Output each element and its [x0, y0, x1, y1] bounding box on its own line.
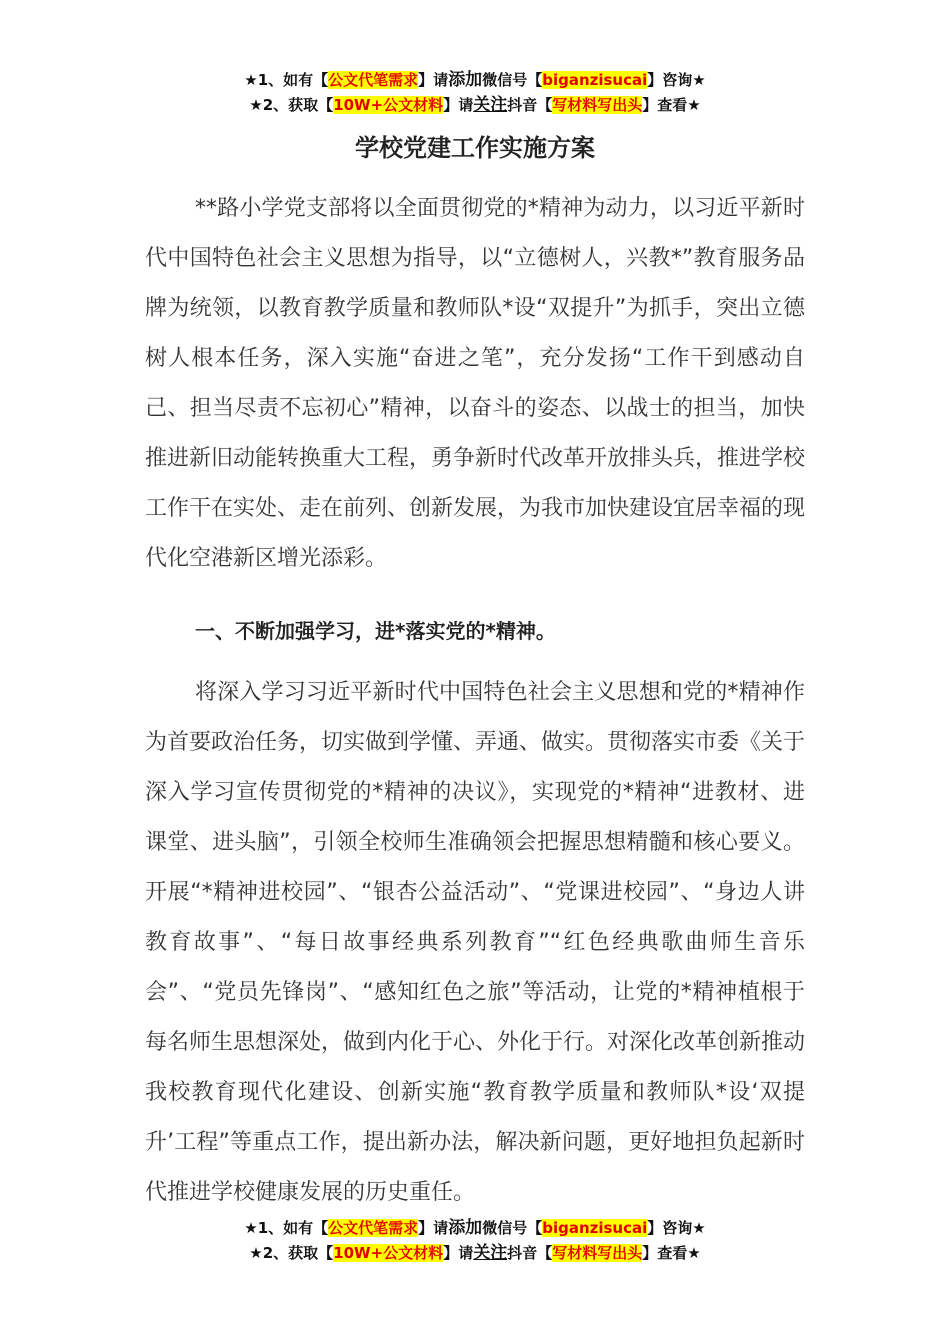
footer-banner: [0, 1216, 950, 1266]
highlight-service: 公文代笔需求: [328, 71, 419, 89]
section-1-paragraph: 将深入学习习近平新时代中国特色社会主义思想和党的*精神作为首要政治任务，切实做到学懂、弄通、做实。贯彻落实市委《关于深入学习宣传贯彻党的*精神的决议》，实现党的*精神“进教材、进课堂、进头脑”，引领全校师生准确领会把握思想精髓和核心要义。开展“*精神进校园”、“银杏公益活动”、“党课进校园”、“身边人讲教育故事”、“每日故事经典系列教育”“红色经典歌曲师生音乐会”、“党员先锋岗”、“感知红色之旅”等活动，让党的*精神植根于每名师生思想深处，做到内化于心、外化于行。对深化改革创新推动我校教育现代化建设、创新实施“教育教学质量和教师队*设‘双提升’工程”等重点工作，提出新办法，解决新问题，更好地担负起新时代推进学校健康发展的历史重任。: [145, 680, 806, 1205]
header-banner: [0, 68, 950, 118]
footer-line-1: ★1、如有【公文代笔需求】请添加微信号【biganzisucai】咨询★: [244, 1218, 706, 1238]
document-title: 学校党建工作实施方案: [355, 134, 595, 162]
banner-line-1: ★1、如有【公文代笔需求】请添加微信号【biganzisucai】咨询★: [244, 70, 706, 90]
highlight-materials: 10W+公文材料: [333, 96, 444, 114]
document-body: [145, 184, 805, 1218]
section-1-heading: 一、不断加强学习，进*落实党的*精神。: [195, 619, 556, 643]
highlight-douyin: 写材料写出头: [552, 96, 643, 114]
footer-line-2: ★2、获取【10W+公文材料】请关注抖音【写材料写出头】查看★: [249, 1243, 701, 1263]
highlight-wechat-id: biganzisucai: [542, 71, 648, 89]
banner-line-2: ★2、获取【10W+公文材料】请关注抖音【写材料写出头】查看★: [249, 95, 701, 115]
intro-paragraph: **路小学党支部将以全面贯彻党的*精神为动力，以习近平新时代中国特色社会主义思想为指导，以“立德树人，兴教*”教育服务品牌为统领，以教育教学质量和教师队*设“双提升”为抓手，突出立德树人根本任务，深入实施“奋进之笔”，充分发扬“工作干到感动自己、担当尽责不忘初心”精神，以奋斗的姿态、以战士的担当，加快推进新旧动能转换重大工程，勇争新时代改革开放排头兵，推进学校工作干在实处、走在前列、创新发展，为我市加快建设宜居幸福的现代化空港新区增光添彩。: [145, 196, 806, 571]
